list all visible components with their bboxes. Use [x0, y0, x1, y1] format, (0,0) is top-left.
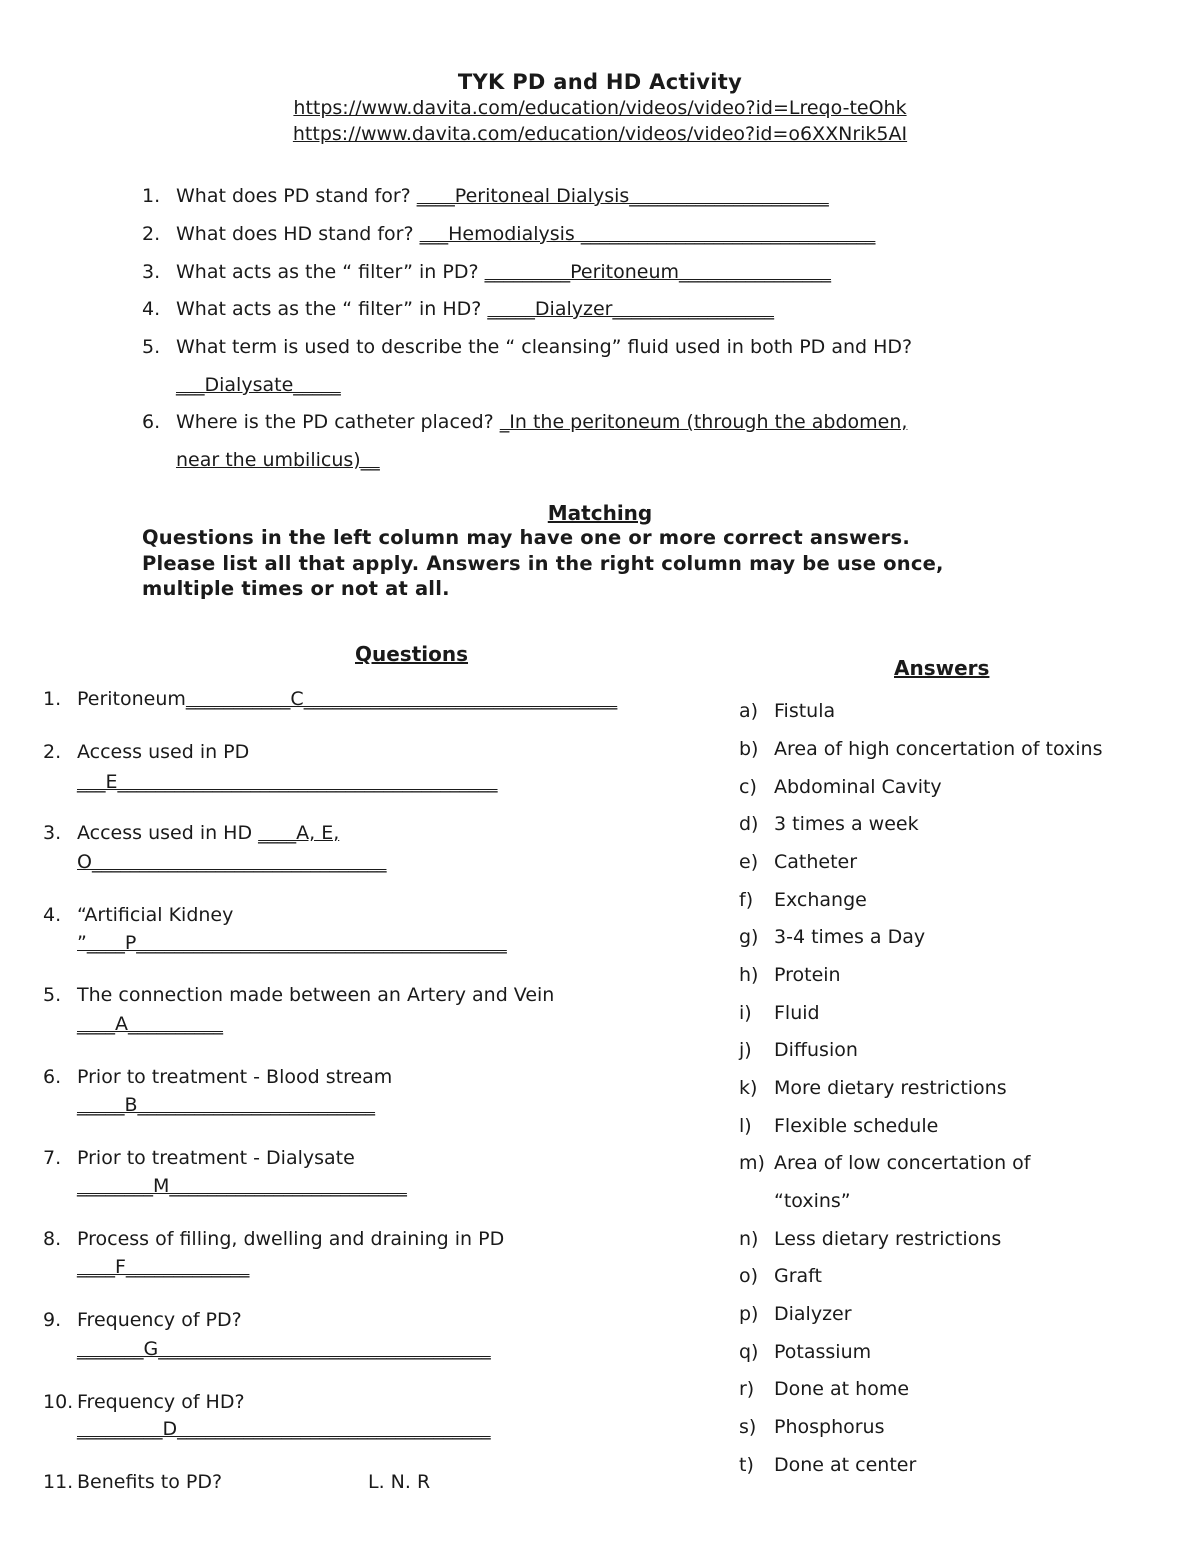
answer-choice-k: k) More dietary restrictions [739, 1077, 1007, 1099]
answer-4: _____Dialyzer_________________ [487, 298, 774, 320]
matching-question-11: 11. Benefits to PD? [43, 1471, 223, 1493]
matching-question-2: 2. Access used in PD [43, 741, 250, 763]
short-answer-5: 5. What term is used to describe the “ cleansing” fluid used in both PD and HD? [142, 336, 913, 358]
answer-choice-l: l) Flexible schedule [739, 1115, 939, 1137]
answer-choice-f: f) Exchange [739, 889, 867, 911]
short-answer-6: 6. Where is the PD catheter placed? _In the peritoneum (through the abdomen, [142, 411, 908, 433]
short-answer-2: 2. What does HD stand for? ___Hemodialysis _______________________________ [142, 223, 876, 245]
answer-1: ____Peritoneal Dialysis_____________________ [416, 185, 829, 207]
answer-choice-b: b) Area of high concertation of toxins [739, 738, 1103, 760]
matching-question-8: 8. Process of filling, dwelling and draining in PD [43, 1228, 505, 1250]
answer-6: _In the peritoneum (through the abdomen, [499, 411, 908, 433]
answer-choice-i: i) Fluid [739, 1002, 820, 1024]
matching-heading: Matching [547, 501, 653, 525]
matching-question-5: 5. The connection made between an Artery and Vein [43, 984, 555, 1006]
matching-answer-8: ____F_____________ [77, 1256, 250, 1278]
matching-question-1: 1. Peritoneum___________C_________________________________ [43, 688, 618, 710]
answer-choice-c: c) Abdominal Cavity [739, 776, 942, 798]
video-link-1[interactable]: https://www.davita.com/education/videos/video?id=Lreqo-teOhk [293, 97, 907, 119]
answer-6-continued: near the umbilicus)__ [176, 449, 380, 471]
matching-answer-7: ________M_________________________ [77, 1175, 407, 1197]
answer-choice-n: n) Less dietary restrictions [739, 1228, 1002, 1250]
answer-3: _________Peritoneum________________ [484, 261, 832, 283]
matching-question-3: 3. Access used in HD ____A, E, [43, 822, 340, 844]
matching-answer-10: _________D_________________________________ [77, 1418, 491, 1440]
answer-choice-e: e) Catheter [739, 851, 858, 873]
answer-choice-q: q) Potassium [739, 1341, 872, 1363]
answer-choice-o: o) Graft [739, 1265, 822, 1287]
matching-answer-5: ____A__________ [77, 1013, 223, 1035]
matching-instructions: Questions in the left column may have one or more correct answers. Please list all that apply. Answers in the right column may be use once, multiple times or not at all. [142, 526, 944, 600]
matching-answer-1: ___________C_________________________________ [185, 688, 618, 710]
matching-answer-3: O_______________________________ [77, 851, 387, 873]
matching-answer-2: ___E________________________________________ [77, 771, 498, 793]
short-answer-4: 4. What acts as the “ filter” in HD? _____Dialyzer_________________ [142, 298, 774, 320]
page-title: TYK PD and HD Activity [457, 70, 743, 94]
matching-answer-9: _______G___________________________________ [77, 1338, 491, 1360]
answer-choice-h: h) Protein [739, 964, 841, 986]
matching-question-4: 4. “Artificial Kidney [43, 904, 234, 926]
short-answer-1: 1. What does PD stand for? ____Peritoneal Dialysis_____________________ [142, 185, 829, 207]
questions-heading: Questions [355, 642, 469, 666]
answer-choice-d: d) 3 times a week [739, 813, 919, 835]
answer-choice-r: r) Done at home [739, 1378, 910, 1400]
matching-question-7: 7. Prior to treatment - Dialysate [43, 1147, 355, 1169]
answers-heading: Answers [894, 656, 990, 680]
matching-question-9: 9. Frequency of PD? [43, 1309, 242, 1331]
answer-5: ___Dialysate_____ [176, 374, 341, 396]
answer-choice-g: g) 3-4 times a Day [739, 926, 926, 948]
short-answer-3: 3. What acts as the “ filter” in PD? _________Peritoneum________________ [142, 261, 832, 283]
answer-2: ___Hemodialysis _______________________________ [419, 223, 876, 245]
video-link-2[interactable]: https://www.davita.com/education/videos/video?id=o6XXNrik5AI [292, 123, 908, 145]
answer-choice-j: j) Diffusion [739, 1039, 858, 1061]
matching-answer-6: _____B_________________________ [77, 1094, 376, 1116]
matching-answer-11: L. N. R [368, 1471, 431, 1493]
answer-choice-p: p) Dialyzer [739, 1303, 852, 1325]
matching-question-6: 6. Prior to treatment - Blood stream [43, 1066, 393, 1088]
answer-choice-t: t) Done at center [739, 1454, 917, 1476]
matching-question-10: 10. Frequency of HD? [43, 1391, 245, 1413]
answer-choice-m-continued: “toxins” [774, 1190, 851, 1212]
answer-choice-m: m) Area of low concertation of [739, 1152, 1031, 1174]
matching-answer-4: ”____P_______________________________________ [77, 932, 507, 954]
answer-choice-a: a) Fistula [739, 700, 836, 722]
answer-choice-s: s) Phosphorus [739, 1416, 885, 1438]
